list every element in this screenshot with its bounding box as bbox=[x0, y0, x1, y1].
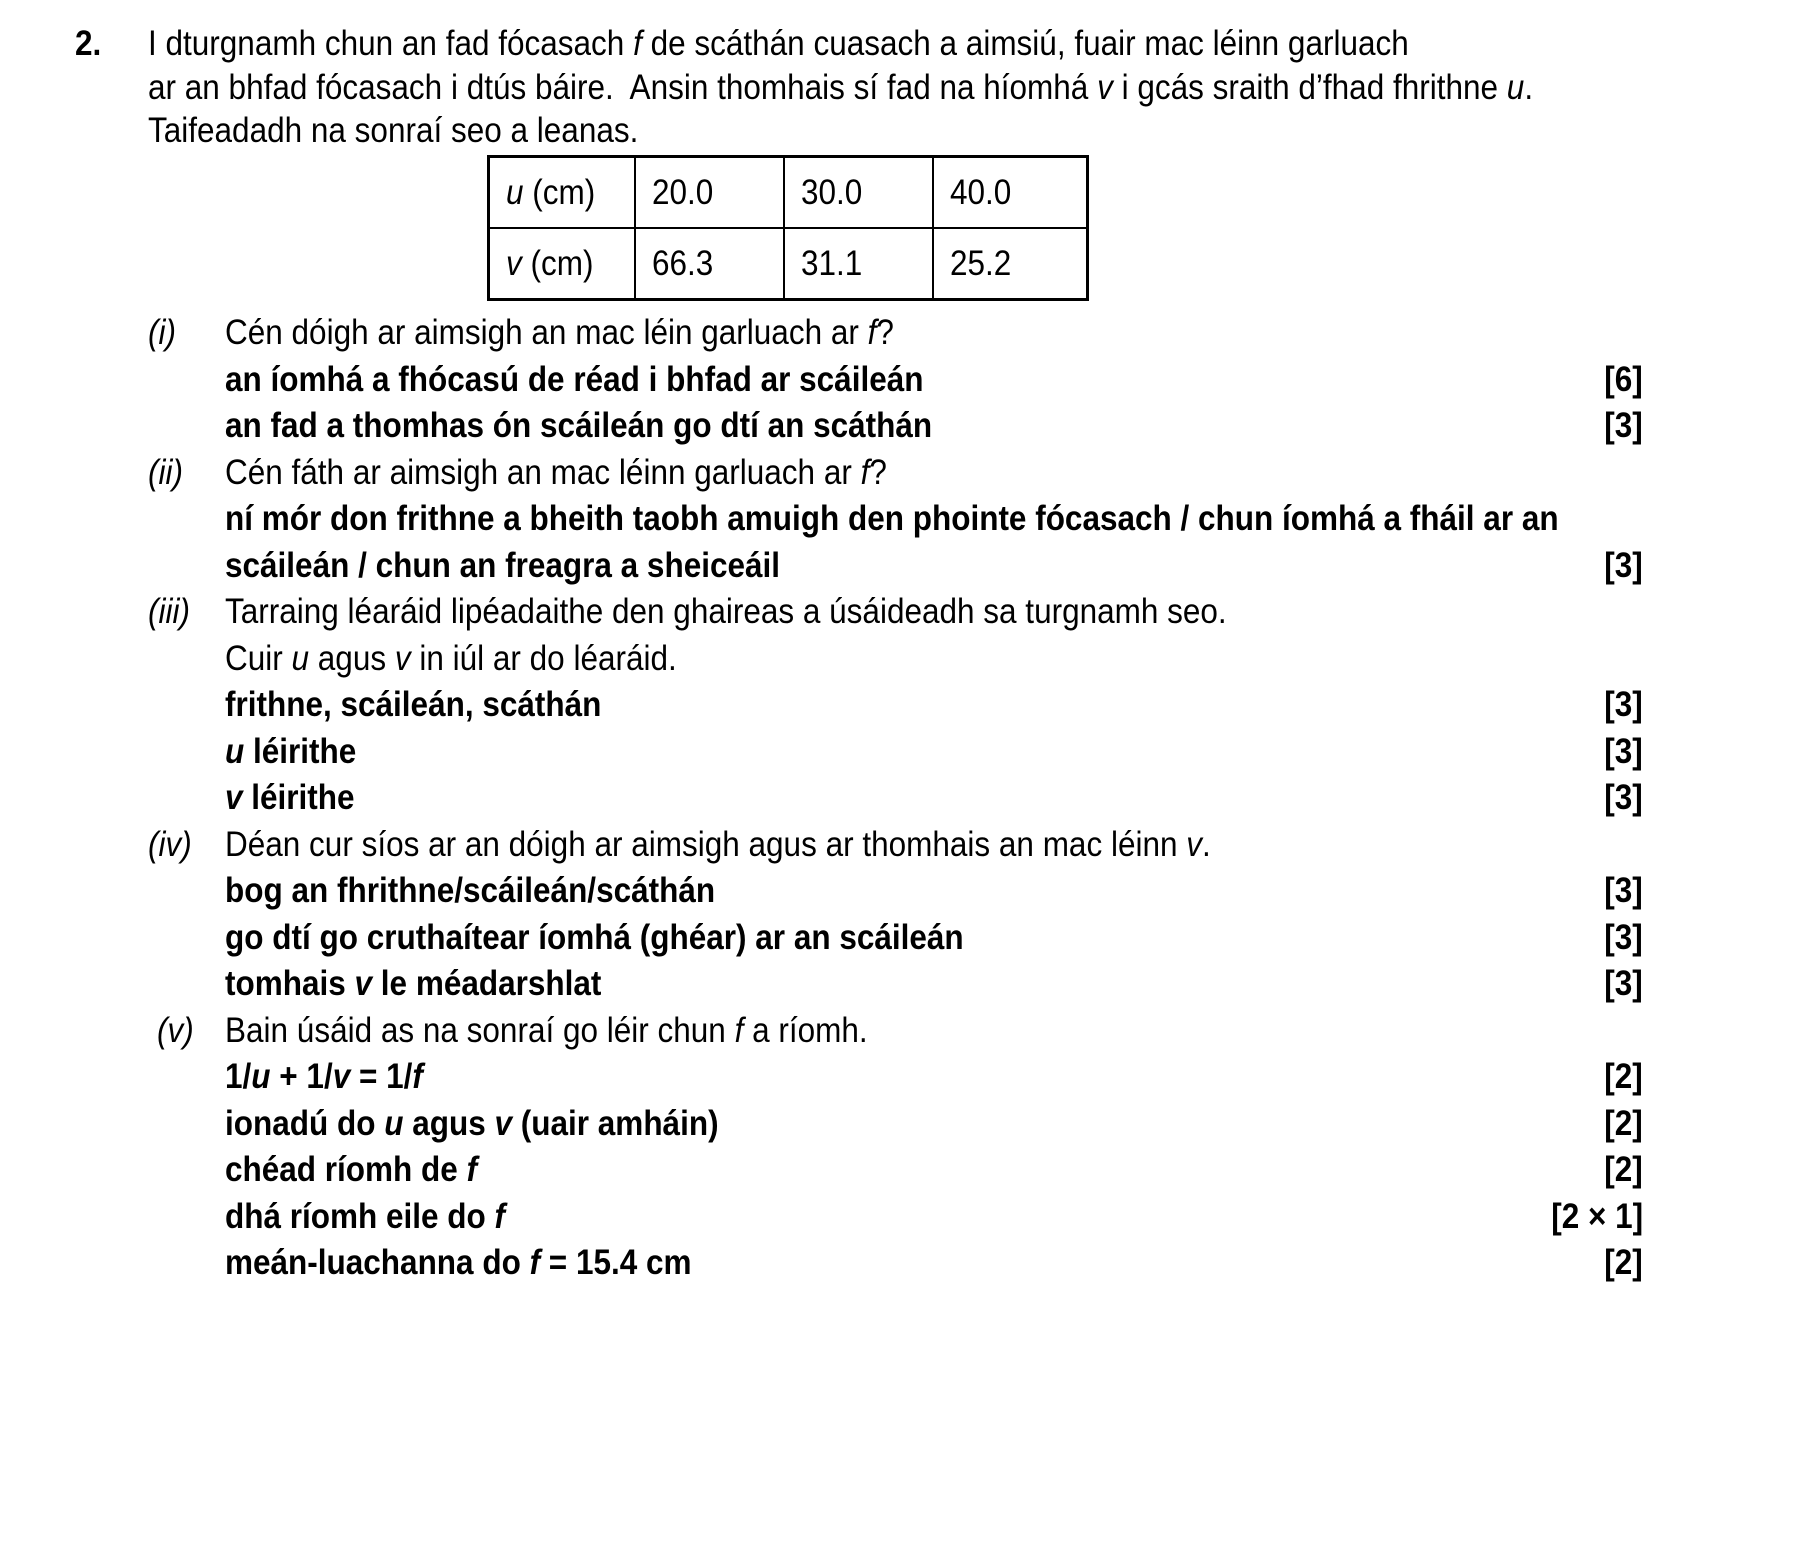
mark-badge: [6] bbox=[1604, 360, 1643, 399]
part-iv-answer-1 bbox=[148, 869, 1643, 913]
table-cell: 30.0 bbox=[801, 172, 863, 212]
part-ii-answer-line-2 bbox=[148, 544, 1643, 588]
answer-text: an fad a thomhas ón scáileán go dtí an scáthán bbox=[225, 406, 933, 445]
answer-text: tomhais v le méadarshlat bbox=[225, 964, 602, 1003]
part-ii-question-text: Cén fáth ar aimsigh an mac léinn garluach ar f? bbox=[225, 453, 887, 492]
table-cell: 20.0 bbox=[652, 172, 714, 212]
mark-badge: [2] bbox=[1604, 1150, 1643, 1189]
intro-line-1-text: I dturgnamh chun an fad fócasach f de scáthán cuasach a aimsiú, fuair mac léinn garluach bbox=[148, 24, 1409, 63]
part-i-question bbox=[148, 311, 1643, 355]
mark-badge: [2 × 1] bbox=[1551, 1197, 1643, 1236]
mark-badge: [3] bbox=[1604, 964, 1643, 1003]
table-cell: 25.2 bbox=[950, 243, 1012, 283]
part-iv-label: (iv) bbox=[148, 825, 192, 864]
part-v-answer-2 bbox=[148, 1102, 1643, 1146]
mark-badge: [3] bbox=[1604, 918, 1643, 957]
mark-badge: [2] bbox=[1604, 1104, 1643, 1143]
intro-line-3 bbox=[148, 109, 1643, 153]
answer-text: ní mór don frithne a bheith taobh amuigh den phointe fócasach / chun íomhá a fháil ar an bbox=[225, 499, 1559, 538]
answer-text: v léirithe bbox=[225, 778, 355, 817]
part-v-answer-3 bbox=[148, 1148, 1643, 1192]
part-i-answer-1 bbox=[148, 358, 1643, 402]
part-iv-question-text: Déan cur síos ar an dóigh ar aimsigh agus ar thomhais an mac léinn v. bbox=[225, 825, 1211, 864]
part-iii-answer-3 bbox=[148, 776, 1643, 820]
part-iii-question-text-2: Cuir u agus v in iúl ar do léaráid. bbox=[225, 639, 677, 678]
part-iv-answer-3 bbox=[148, 962, 1643, 1006]
part-ii-question bbox=[148, 451, 1643, 495]
intro-line-3-text: Taifeadadh na sonraí seo a leanas. bbox=[148, 111, 639, 150]
answer-text: bog an fhrithne/scáileán/scáthán bbox=[225, 871, 716, 910]
answer-text: go dtí go cruthaítear íomhá (ghéar) ar an scáileán bbox=[225, 918, 964, 957]
answer-text: dhá ríomh eile do f bbox=[225, 1197, 506, 1236]
part-v-answer-1 bbox=[148, 1055, 1643, 1099]
part-i-question-text: Cén dóigh ar aimsigh an mac léin garluach ar f? bbox=[225, 313, 894, 352]
part-iii-answer-2 bbox=[148, 730, 1643, 774]
answer-text: 1/u + 1/v = 1/f bbox=[225, 1057, 423, 1096]
answer-text: meán-luachanna do f = 15.4 cm bbox=[225, 1243, 692, 1282]
mark-badge: [3] bbox=[1604, 685, 1643, 724]
mark-badge: [3] bbox=[1604, 406, 1643, 445]
table-cell: 31.1 bbox=[801, 243, 863, 283]
part-i-answer-2 bbox=[148, 404, 1643, 448]
part-v-answer-4 bbox=[148, 1195, 1643, 1239]
table-cell: 40.0 bbox=[950, 172, 1012, 212]
mark-badge: [3] bbox=[1604, 546, 1643, 585]
part-v-label: (v) bbox=[157, 1011, 194, 1050]
table-label-u: u (cm) bbox=[506, 172, 596, 212]
table-row-v bbox=[489, 228, 1088, 300]
intro-line-1 bbox=[148, 22, 1643, 66]
mark-badge: [2] bbox=[1604, 1243, 1643, 1282]
part-iii-question-text: Tarraing léaráid lipéadaithe den ghaireas a úsáideadh sa turgnamh seo. bbox=[225, 592, 1227, 631]
part-i-label: (i) bbox=[148, 313, 176, 352]
table-row-u bbox=[489, 157, 1088, 229]
part-ii-label: (ii) bbox=[148, 453, 183, 492]
table-label-v: v (cm) bbox=[506, 243, 594, 283]
part-ii-answer-line-1 bbox=[148, 497, 1643, 541]
answer-text: u léirithe bbox=[225, 732, 357, 771]
answer-text: scáileán / chun an freagra a sheiceáil bbox=[225, 546, 781, 585]
intro-line-2 bbox=[148, 66, 1643, 110]
part-iv-answer-2 bbox=[148, 916, 1643, 960]
question-number: 2. bbox=[75, 24, 102, 63]
part-iii-question-line-2 bbox=[148, 637, 1643, 681]
part-iii-question bbox=[148, 590, 1643, 634]
part-iii-label: (iii) bbox=[148, 592, 190, 631]
intro-line-2-text: ar an bhfad fócasach i dtús báire. Ansin thomhais sí fad na híomhá v i gcás sraith d’fhad fhrithne u. bbox=[148, 68, 1534, 107]
mark-badge: [2] bbox=[1604, 1057, 1643, 1096]
part-iv-question bbox=[148, 823, 1643, 867]
answer-text: chéad ríomh de f bbox=[225, 1150, 478, 1189]
part-v-answer-5 bbox=[148, 1241, 1643, 1285]
part-iii-answer-1 bbox=[148, 683, 1643, 727]
data-table bbox=[487, 155, 1089, 301]
table-cell: 66.3 bbox=[652, 243, 714, 283]
answer-text: frithne, scáileán, scáthán bbox=[225, 685, 602, 724]
part-v-question-text: Bain úsáid as na sonraí go léir chun f a ríomh. bbox=[225, 1011, 868, 1050]
answer-text: ionadú do u agus v (uair amháin) bbox=[225, 1104, 719, 1143]
mark-badge: [3] bbox=[1604, 778, 1643, 817]
part-v-question bbox=[148, 1009, 1643, 1053]
answer-text: an íomhá a fhócasú de réad i bhfad ar scáileán bbox=[225, 360, 924, 399]
mark-badge: [3] bbox=[1604, 871, 1643, 910]
mark-badge: [3] bbox=[1604, 732, 1643, 771]
